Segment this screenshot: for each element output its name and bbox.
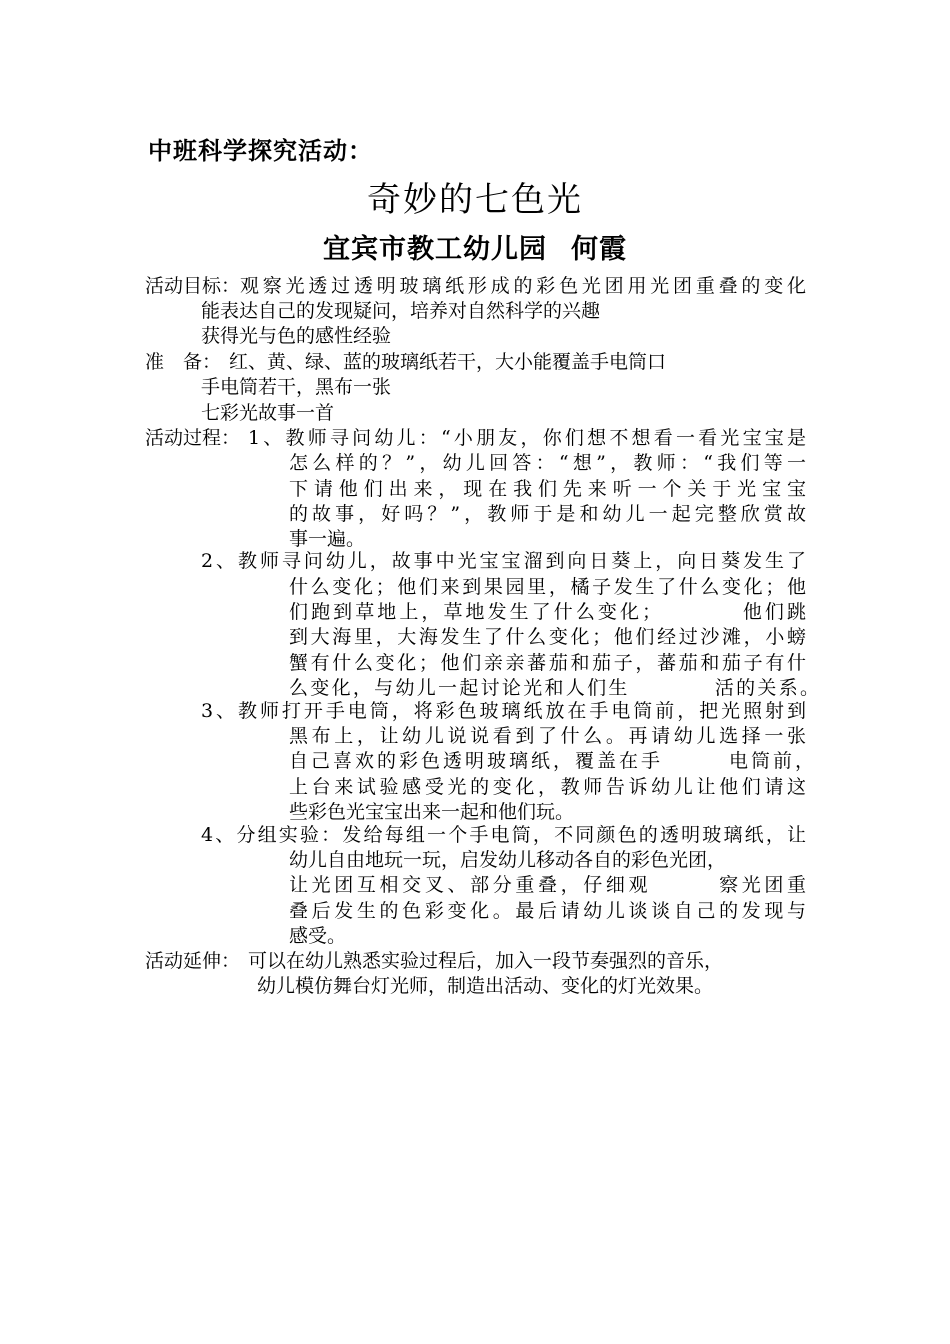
extension-line: 可以在幼儿熟悉实验过程后，加入一段节奏强烈的音乐，	[248, 950, 724, 972]
process-step-line: 到大海里，大海发生了什么变化；他们经过沙滩，小螃	[289, 626, 806, 648]
prep-line: 红、黄、绿、蓝的玻璃纸若干，大小能覆盖手电筒口	[229, 351, 667, 373]
process-step-line: 么变化，与幼儿一起讨论光和人们生 活的关系。	[289, 677, 819, 699]
process-step-line: 叠后发生的色彩变化。最后请幼儿谈谈自己的发现与	[289, 900, 806, 922]
extension-label: 活动延伸：	[145, 950, 241, 972]
goals-label: 活动目标：	[145, 275, 241, 297]
process-step-line: 怎么样的？”，幼儿回答：“想”，教师：“我们等一	[289, 452, 806, 474]
process-step-line: 幼儿自由地玩一玩，启发幼儿移动各自的彩色光团，	[289, 849, 727, 871]
prep-line: 七彩光故事一首	[201, 402, 335, 424]
process-step-line: 上台来试验感受光的变化，教师告诉幼儿让他们请这	[289, 776, 806, 798]
process-step-line: 的故事，好吗？”，教师于是和幼儿一起完整欣赏故	[289, 503, 806, 525]
process-step-line: 下请他们出来，现在我们先来听一个关于光宝宝	[289, 478, 806, 500]
process-step-line: 些彩色光宝宝出来一起和他们玩。	[289, 801, 575, 823]
process-step-line: 4、分组实验：发给每组一个手电筒，不同颜色的透明玻璃纸，让	[201, 824, 806, 846]
process-step-line: 什么变化；他们来到果园里，橘子发生了什么变化；他	[289, 576, 806, 598]
process-step-line: 2、教师寻问幼儿，故事中光宝宝溜到向日葵上，向日葵发生了	[201, 550, 806, 572]
goals-line: 获得光与色的感性经验	[201, 325, 392, 347]
goals-line: 能表达自己的发现疑问，培养对自然科学的兴趣	[201, 300, 601, 322]
process-step-line: 事一遍。	[289, 528, 366, 550]
process-step-line: 黑布上，让幼儿说说看到了什么。再请幼儿选择一张	[289, 725, 806, 747]
author-line	[0, 232, 950, 268]
activity-subtitle: 中班科学探究活动：	[148, 136, 373, 165]
school-name: 宜宾市教工幼儿园	[323, 234, 547, 265]
author-name: 何霞	[571, 234, 627, 265]
process-step-line: 感受。	[289, 925, 347, 947]
prep-label: 准 备：	[145, 351, 222, 373]
process-step-line: 3、教师打开手电筒，将彩色玻璃纸放在手电筒前，把光照射到	[201, 700, 806, 722]
prep-line: 手电筒若干，黑布一张	[201, 376, 392, 398]
process-step-line: 让光团互相交叉、部分重叠，仔细观 察光团重	[289, 874, 806, 896]
extension-line: 幼儿模仿舞台灯光师，制造出活动、变化的灯光效果。	[257, 975, 714, 997]
process-label: 活动过程：	[145, 427, 241, 449]
process-step-line: 们跑到草地上，草地发生了什么变化； 他们跳	[289, 601, 806, 623]
process-step-line: 蟹有什么变化；他们亲亲蕃茄和茄子，蕃茄和茄子有什	[289, 652, 806, 674]
process-step-line: 自己喜欢的彩色透明玻璃纸，覆盖在手 电筒前，	[289, 750, 814, 772]
goals-line: 观察光透过透明玻璃纸形成的彩色光团用光团重叠的变化	[240, 275, 806, 297]
page-title: 奇妙的七色光	[367, 180, 583, 220]
process-step-line: 1、教师寻问幼儿：“小朋友，你们想不想看一看光宝宝是	[248, 427, 806, 449]
